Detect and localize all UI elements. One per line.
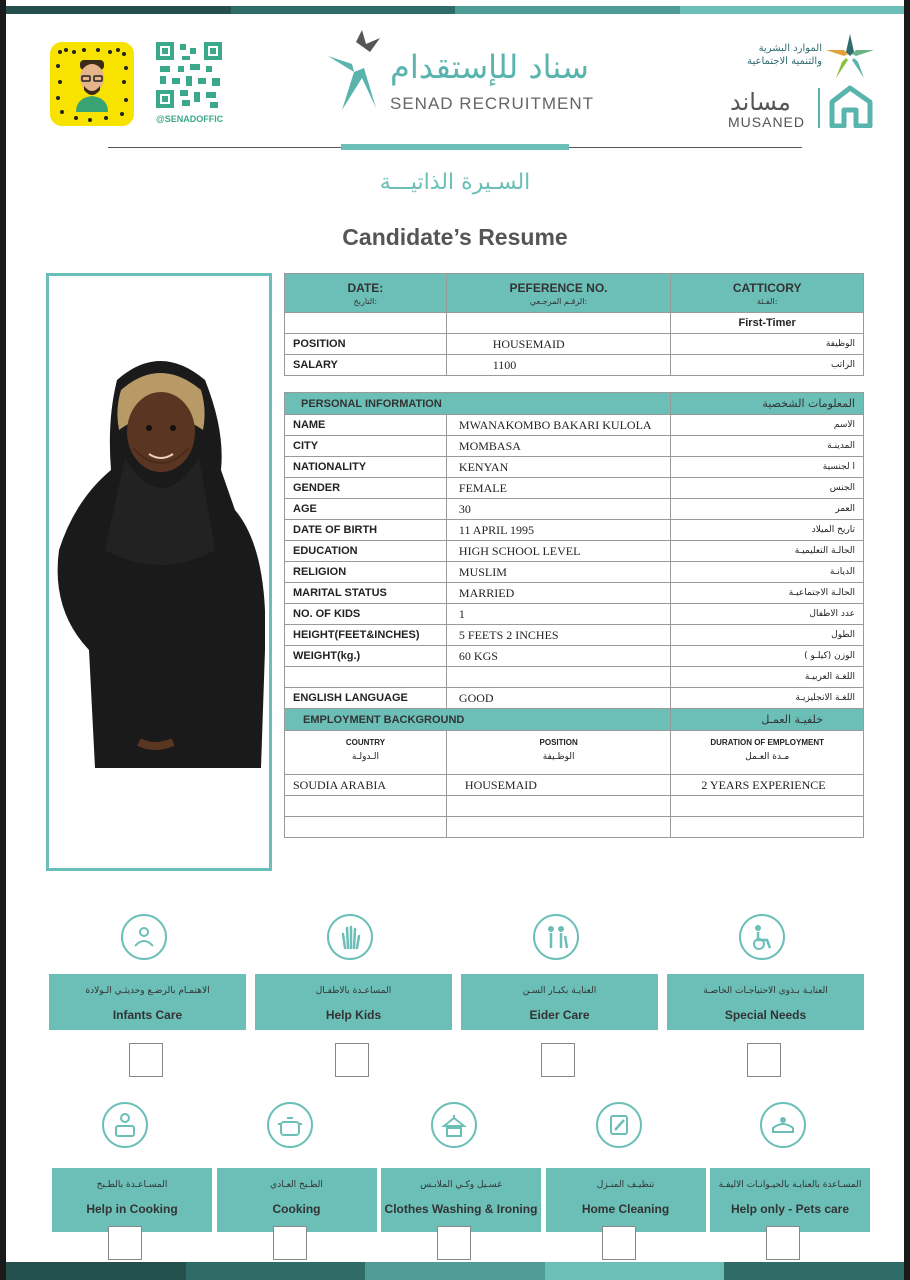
skill-checkbox[interactable] <box>747 1043 781 1077</box>
skill-label: Infants Care <box>112 1008 183 1022</box>
field-label: NATIONALITY <box>285 457 447 478</box>
field-label-ar: ا لجنسية <box>671 457 864 478</box>
field-label-ar: الجنس <box>671 478 864 499</box>
position-value: HOUSEMAID <box>446 334 671 355</box>
salary-label-ar: الراتب <box>671 355 864 376</box>
cooking-pot-icon <box>267 1102 313 1148</box>
musaned-separator <box>818 88 820 128</box>
field-label-ar: الديانـة <box>671 562 864 583</box>
field-value: KENYAN <box>446 457 670 478</box>
page-title-arabic: السـيرة الذاتيـــة <box>379 170 531 195</box>
field-label: WEIGHT(kg.) <box>285 646 447 667</box>
skill-label-ar: غسـيل وكـي الملابـس <box>420 1180 502 1190</box>
field-label-ar: تاريخ الميلاد <box>671 520 864 541</box>
field-label: EDUCATION <box>285 541 447 562</box>
field-value: 5 FEETS 2 INCHES <box>446 625 670 646</box>
field-label-ar: الوزن (كيلـو ) <box>671 646 864 667</box>
personal-info-row <box>285 646 864 667</box>
personal-info-row <box>285 520 864 541</box>
skill-label-ar: المساعـدة بالاطفـال <box>315 986 392 996</box>
employment-country <box>285 796 447 817</box>
skill-label: Special Needs <box>724 1008 807 1022</box>
personal-info-table <box>284 392 864 838</box>
skill-label-box <box>381 1168 541 1232</box>
musaned-house-icon <box>828 84 874 128</box>
top-color-bar <box>6 6 904 14</box>
resume-page <box>6 0 904 1280</box>
field-label <box>285 667 447 688</box>
field-value: 30 <box>446 499 670 520</box>
skill-label-ar: العنايـة بـذوي الاحتياجـات الخاصـة <box>703 986 828 996</box>
employment-position: HOUSEMAID <box>446 775 670 796</box>
position-column-header: POSITION الوظـيفة <box>446 731 670 775</box>
skill-label-box <box>667 974 864 1030</box>
field-label-ar: الحالـة التعليميـة <box>671 541 864 562</box>
skill-label-box <box>546 1168 706 1232</box>
category-value: First-Timer <box>671 313 864 334</box>
employment-duration <box>671 796 864 817</box>
skill-label-box <box>49 974 246 1030</box>
reference-header: PEFERENCE NO. الرقـم المرجـعي: <box>446 274 671 313</box>
snapchat-code <box>50 42 134 126</box>
employment-title: EMPLOYMENT BACKGROUND <box>285 709 671 731</box>
date-value <box>285 313 447 334</box>
employment-country: SOUDIA ARABIA <box>285 775 447 796</box>
skill-label: Help in Cooking <box>86 1202 178 1216</box>
personal-info-row <box>285 415 864 436</box>
salary-label: SALARY <box>285 355 447 376</box>
personal-info-row <box>285 457 864 478</box>
pet-care-icon <box>760 1102 806 1148</box>
field-label-ar: العمر <box>671 499 864 520</box>
field-label: AGE <box>285 499 447 520</box>
field-label: NAME <box>285 415 447 436</box>
skill-checkbox[interactable] <box>273 1226 307 1260</box>
field-value: MARRIED <box>446 583 670 604</box>
skill-label: Cooking <box>272 1202 321 1216</box>
country-column-header: COUNTRY الـدولـة <box>285 731 447 775</box>
snapcode-dots <box>50 42 134 126</box>
personal-info-row <box>285 667 864 688</box>
personal-info-title-ar: المعلومات الشخصية <box>671 393 864 415</box>
field-value: 60 KGS <box>446 646 670 667</box>
elderly-icon <box>533 914 579 960</box>
musaned-english: MUSANED <box>728 114 806 130</box>
personal-info-row <box>285 541 864 562</box>
hand-icon <box>327 914 373 960</box>
duration-column-header: DURATION OF EMPLOYMENT مـدة العـمل <box>671 731 864 775</box>
skill-checkbox[interactable] <box>766 1226 800 1260</box>
skill-label-ar: الطـبخ العـادي <box>270 1180 323 1190</box>
ministry-line-2: والتنمية الاجتماعية <box>747 56 822 67</box>
field-label-ar: الحالـة الاجتماعيـة <box>671 583 864 604</box>
cooking-help-icon <box>102 1102 148 1148</box>
skill-checkbox[interactable] <box>335 1043 369 1077</box>
baby-care-icon <box>121 914 167 960</box>
employment-position <box>446 796 670 817</box>
skill-checkbox[interactable] <box>541 1043 575 1077</box>
bottom-color-bar <box>6 1262 904 1280</box>
position-label: POSITION <box>285 334 447 355</box>
page-title: Candidate’s Resume <box>342 224 568 250</box>
field-value: 1 <box>446 604 670 625</box>
field-label: ENGLISH LANGUAGE <box>285 688 447 709</box>
wheelchair-icon <box>739 914 785 960</box>
field-label-ar: عدد الاطفال <box>671 604 864 625</box>
ministry-name <box>732 42 822 68</box>
skill-label: Eider Care <box>529 1008 590 1022</box>
employment-row <box>285 775 864 796</box>
personal-info-row <box>285 499 864 520</box>
senad-english-name: SENAD RECRUITMENT <box>390 94 595 113</box>
salary-value: 1100 <box>446 355 671 376</box>
skill-label-box <box>52 1168 212 1232</box>
position-label-ar: الوظيفة <box>671 334 864 355</box>
field-value <box>446 667 670 688</box>
personal-info-row <box>285 604 864 625</box>
skill-checkbox[interactable] <box>129 1043 163 1077</box>
ministry-star-icon <box>824 32 876 80</box>
field-label-ar: اللغـة العربيـة <box>671 667 864 688</box>
skill-label-box <box>217 1168 377 1232</box>
field-label: CITY <box>285 436 447 457</box>
personal-info-title: PERSONAL INFORMATION <box>285 393 671 415</box>
qr-code-icon <box>156 42 222 108</box>
field-label: HEIGHT(FEET&INCHES) <box>285 625 447 646</box>
field-value: 11 APRIL 1995 <box>446 520 670 541</box>
skill-label-ar: تنظيـف المنـزل <box>596 1180 655 1190</box>
skill-label: Clothes Washing & Ironing <box>384 1202 538 1216</box>
skill-checkbox[interactable] <box>108 1226 142 1260</box>
skill-label-box <box>461 974 658 1030</box>
social-handle: @SENADOFFIC <box>156 114 224 124</box>
field-label-ar: اللغـة الانجليزيـة <box>671 688 864 709</box>
field-label: NO. OF KIDS <box>285 604 447 625</box>
field-label-ar: الاسم <box>671 415 864 436</box>
header-accent-bar <box>341 144 569 150</box>
senad-logo-icon <box>318 30 390 114</box>
field-value: GOOD <box>446 688 670 709</box>
personal-info-row <box>285 688 864 709</box>
field-label: RELIGION <box>285 562 447 583</box>
field-label-ar: الطول <box>671 625 864 646</box>
personal-info-row <box>285 583 864 604</box>
musaned-arabic: مساند <box>730 88 791 116</box>
skill-label-ar: الاهتمـام بالرضـع وحديثـي الـولادة <box>85 986 210 996</box>
cleaning-icon <box>596 1102 642 1148</box>
skill-label-ar: العنايـة بكبـار السـن <box>522 986 597 996</box>
laundry-icon <box>431 1102 477 1148</box>
employment-row <box>285 796 864 817</box>
reference-value <box>446 313 671 334</box>
skill-checkbox[interactable] <box>437 1226 471 1260</box>
field-value: HIGH SCHOOL LEVEL <box>446 541 670 562</box>
skill-label: Help Kids <box>325 1008 382 1022</box>
candidate-photo-frame <box>46 273 272 871</box>
personal-info-row <box>285 478 864 499</box>
personal-info-row <box>285 625 864 646</box>
senad-arabic-name: سناد للإستقدام <box>390 48 589 86</box>
skill-label-box <box>255 974 452 1030</box>
field-value: MUSLIM <box>446 562 670 583</box>
field-label-ar: المدينـة <box>671 436 864 457</box>
field-label: GENDER <box>285 478 447 499</box>
employment-position <box>446 817 670 838</box>
employment-duration <box>671 817 864 838</box>
employment-row <box>285 817 864 838</box>
employment-country <box>285 817 447 838</box>
field-value: MWANAKOMBO BAKARI KULOLA <box>446 415 670 436</box>
skill-label-ar: المسـاعـدة بالطـبخ <box>96 1180 168 1190</box>
category-header: CATTICORY الفـئة: <box>671 274 864 313</box>
field-label: DATE OF BIRTH <box>285 520 447 541</box>
skill-checkbox[interactable] <box>602 1226 636 1260</box>
reference-table <box>284 273 864 376</box>
field-label: MARITAL STATUS <box>285 583 447 604</box>
personal-info-row <box>285 562 864 583</box>
field-value: FEMALE <box>446 478 670 499</box>
ministry-line-1: الموارد البشرية <box>758 43 822 54</box>
employment-duration: 2 YEARS EXPERIENCE <box>671 775 864 796</box>
skill-label-box <box>710 1168 870 1232</box>
skill-label-ar: المسـاعدة بالعنايـة بالحيـوانـات الاليفـة <box>718 1180 862 1190</box>
skill-label: Home Cleaning <box>581 1202 670 1216</box>
date-header: DATE: التاريخ: <box>285 274 447 313</box>
personal-info-row <box>285 436 864 457</box>
candidate-photo <box>55 350 265 768</box>
field-value: MOMBASA <box>446 436 670 457</box>
employment-title-ar: خلفيـة العمـل <box>671 709 864 731</box>
skill-label: Help only - Pets care <box>730 1202 850 1216</box>
